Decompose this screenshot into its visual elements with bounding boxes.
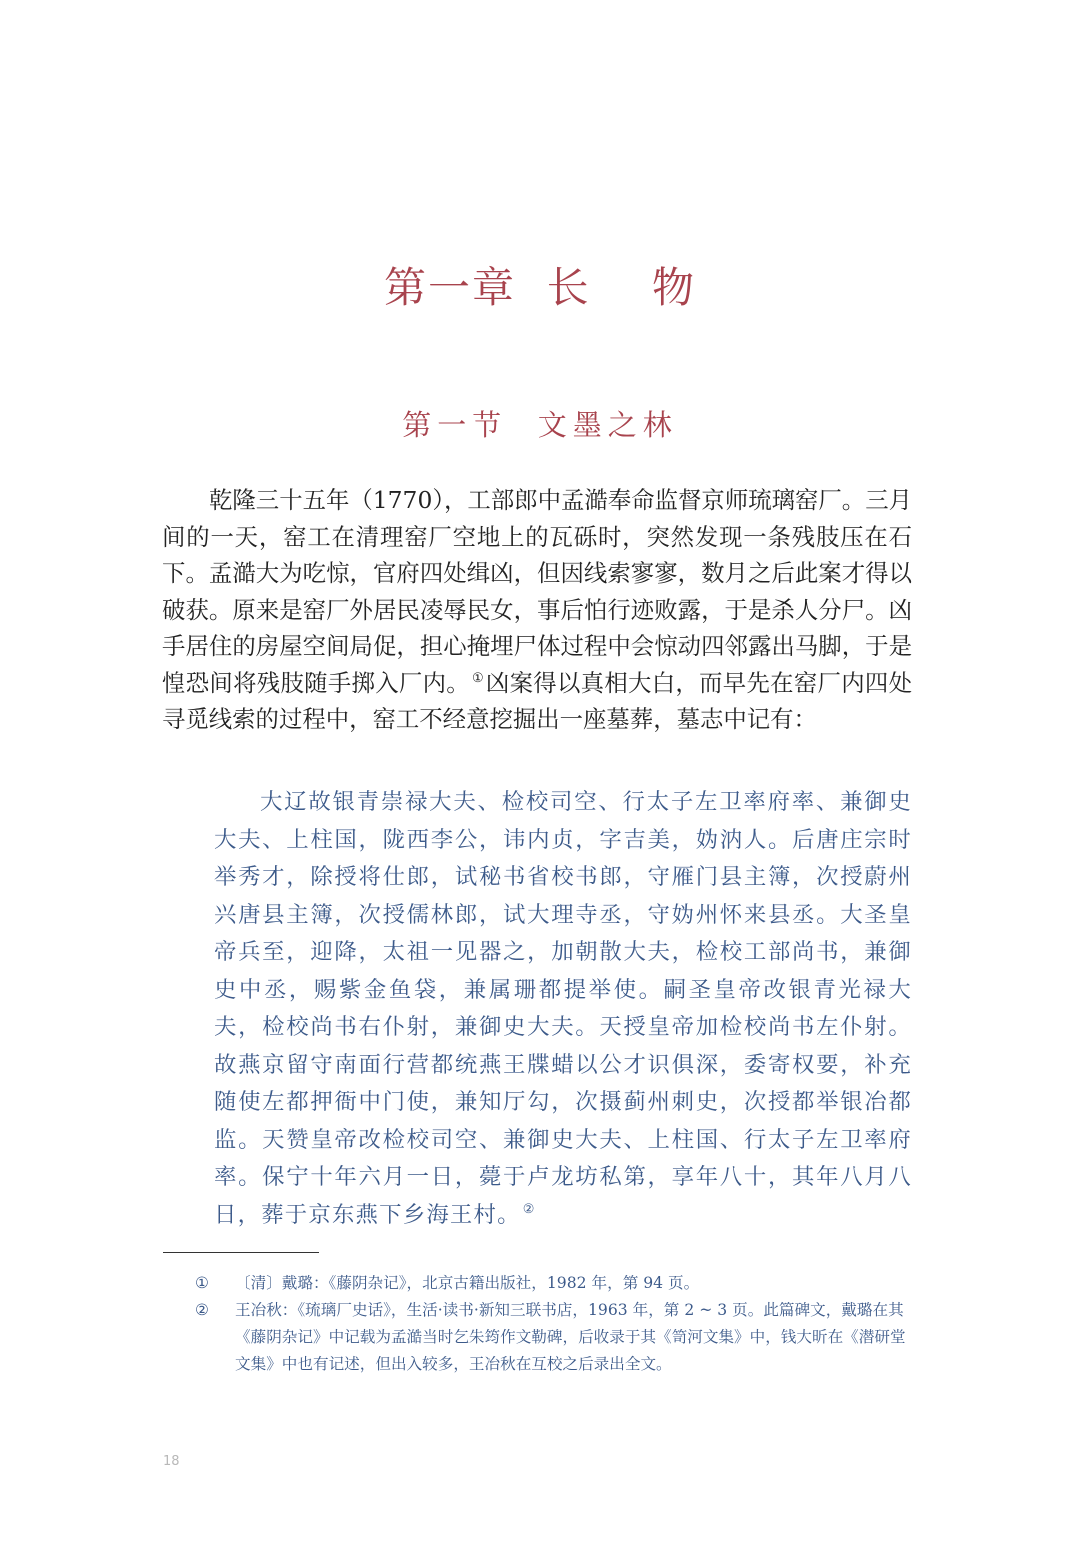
footnote-1-mark: ① <box>195 1274 209 1292</box>
page-number: 18 <box>163 1454 180 1469</box>
epitaph-quotation <box>214 784 912 1234</box>
footnote-reference-2[interactable]: ② <box>522 1202 536 1218</box>
body-paragraph <box>162 482 912 738</box>
body-text-after-note: 凶案得以真相大白，而早先在窑厂内四处寻觅线索的过程中，窑工不经意挖掘出一座墓葬，墓志中记有： <box>162 668 912 733</box>
epitaph-text: 大辽故银青崇禄大夫、检校司空、行太子左卫率府率、兼御史大夫、上柱国，陇西李公，讳内贞，字吉美，妫汭人。后唐庄宗时举秀才，除授将仕郎，试秘书省校书郎，守雁门县主簿，次授蔚州兴唐县主簿，次授儒林郎，试大理寺丞，守妫州怀来县丞。大圣皇帝兵至，迎降，太祖一见器之，加朝散大夫，检校工部尚书，兼御史中丞，赐紫金鱼袋，兼属珊都提举使。嗣圣皇帝改银青光禄大夫，检校尚书右仆射，兼御史大夫。天授皇帝加检校尚书左仆射。故燕京留守南面行营都统燕王牒蜡以公才识俱深，委寄权要，补充随使左都押衙中门使，兼知厅勾，次摄蓟州刺史，次授都举银冶都监。天赞皇帝改检校司空、兼御史大夫、上柱国、行太子左卫率府率。保宁十年六月一日，薨于卢龙坊私第，享年八十，其年八月八日，葬于京东燕下乡海王村。 <box>214 789 912 1228</box>
footnotes <box>195 1270 913 1378</box>
section-title: 第一节 文墨之林 <box>402 408 678 442</box>
footnote-2-text: 王冶秋：《琉璃厂史话》，生活·读书·新知三联书店，1963 年，第 2 ~ 3 页。此篇碑文，戴璐在其《藤阴杂记》中记载为孟澔当时乞朱筠作文勒碑，后收录于其《笥河文集》中，钱大昕在《潜研堂文集》中也有记述，但出入较多，王冶秋在互校之后录出全文。 <box>235 1301 906 1373</box>
footnote-divider <box>163 1252 319 1253</box>
footnote-reference-1[interactable]: ① <box>471 670 484 686</box>
body-text-before-note: 乾隆三十五年（1770），工部郎中孟澔奉命监督京师琉璃窑厂。三月间的一天，窑工在清理窑厂空地上的瓦砾时，突然发现一条残肢压在石下。孟澔大为吃惊，官府四处缉凶，但因线索寥寥，数月之后此案才得以破获。原来是窑厂外居民凌辱民女，事后怕行迹败露，于是杀人分尸。凶手居住的房屋空间局促，担心掩埋尸体过程中会惊动四邻露出马脚，于是惶恐间将残肢随手掷入厂内。 <box>162 486 912 697</box>
chapter-title: 第一章 长 物 <box>383 263 697 312</box>
footnote-2 <box>195 1297 913 1378</box>
footnote-1-text: 〔清〕戴璐：《藤阴杂记》，北京古籍出版社，1982 年，第 94 页。 <box>235 1274 700 1292</box>
footnote-2-mark: ② <box>195 1301 209 1319</box>
footnote-1 <box>195 1270 913 1297</box>
